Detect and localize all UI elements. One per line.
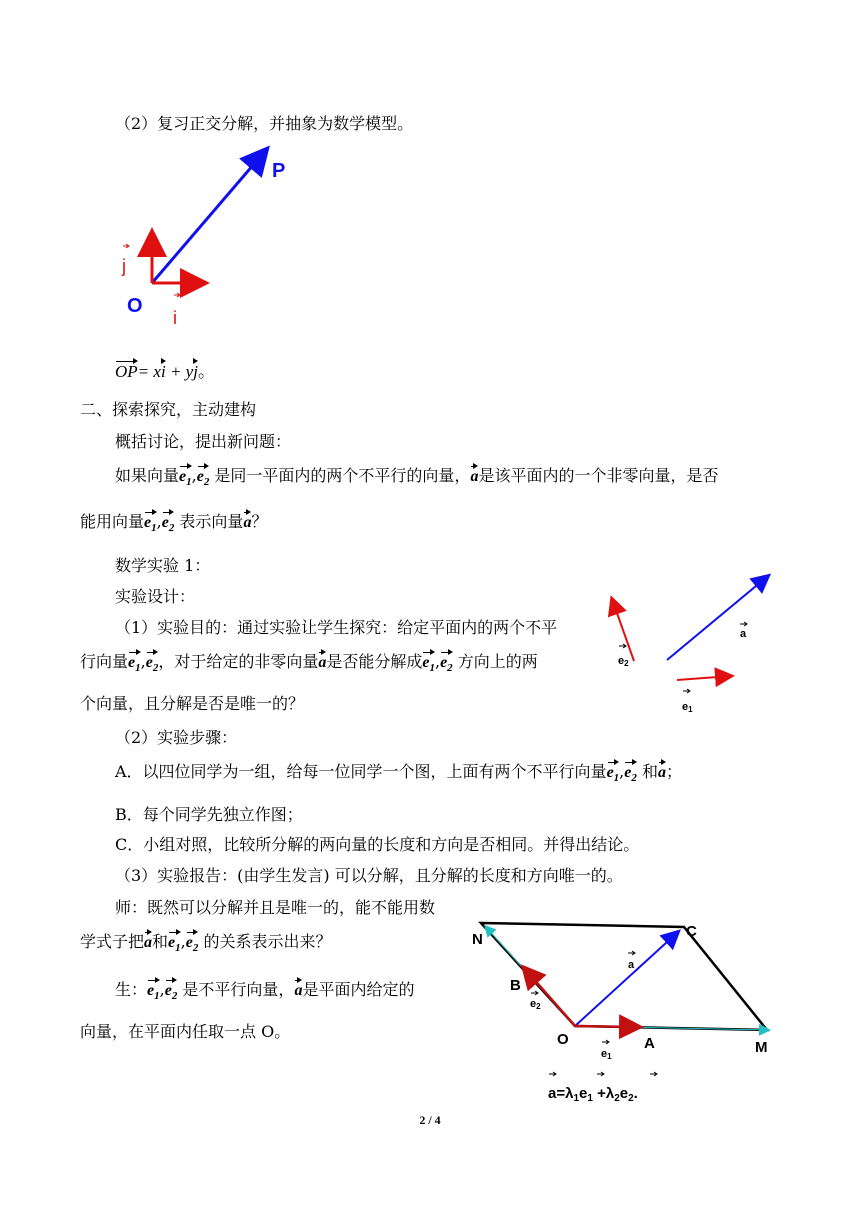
label-e1: e1 — [682, 701, 693, 714]
paragraph: （1）实验目的：通过实验让学生探究：给定平面内的两个不平 — [115, 618, 558, 637]
vector-ob — [524, 968, 575, 1026]
paragraph: 生：$e_1,e_2$ 是不平行向量，a是平面内给定的 — [115, 974, 414, 1007]
label-o: O — [557, 1031, 569, 1048]
label-p: P — [272, 160, 286, 182]
label-a: a — [740, 628, 747, 640]
paragraph: 向量，在平面内任取一点 O。 — [80, 1022, 291, 1041]
paragraph: 个向量，且分解是否是唯一的？ — [80, 694, 305, 713]
section-heading: 二、探索探究，主动建构 — [80, 400, 257, 419]
label-vec-a: a — [628, 959, 635, 971]
label-a-point: A — [644, 1035, 655, 1052]
label-m: M — [755, 1039, 768, 1056]
formula-decomposition: $a=\lambda_1e_1 +\lambda_2e_2$. — [548, 1085, 638, 1104]
vector-oc — [575, 932, 678, 1026]
paragraph: 学式子把a和$e_1,e_2$ 的关系表示出来？ — [80, 926, 331, 959]
label-n: N — [472, 931, 483, 948]
vector-op — [152, 150, 266, 283]
page-number: 2 / 4 — [419, 1113, 441, 1127]
paragraph: B．每个同学先独立作图； — [115, 805, 303, 824]
vector-e2 — [612, 599, 634, 661]
paragraph: 概括讨论，提出新问题： — [115, 432, 292, 451]
paragraph: 行向量$e_1,e_2$，对于给定的非零向量a是否能分解成$e_1,e_2$ 方向上的两 — [80, 646, 538, 679]
label-o: O — [127, 295, 143, 317]
label-c: C — [686, 923, 697, 940]
paragraph: C．小组对照，比较所分解的两向量的长度和方向是否相同。并得出结论。 — [115, 835, 640, 854]
paragraph: 能用向量$e_1,e_2$ 表示向量a？ — [80, 506, 267, 539]
paragraph: （2）实验步骤： — [115, 728, 238, 747]
label-i: i — [173, 308, 177, 328]
vector-a — [667, 576, 768, 660]
paragraph: A．以四位同学为一组，给每一位同学一个图，上面有两个不平行向量$e_1,e_2$ 和a； — [115, 756, 682, 789]
paragraph: 如果向量$e_1,e_2$ 是同一平面内的两个不平行的向量，a是该平面内的一个非零向量，是否 — [115, 460, 718, 493]
label-vec-e2: e2 — [530, 998, 541, 1011]
label-vec-e1: e1 — [601, 1048, 612, 1061]
figure-experiment-vectors — [600, 565, 790, 725]
vector-oa — [575, 1026, 639, 1027]
paragraph: 实验设计： — [115, 587, 196, 606]
section-subtitle: （2）复习正交分解，并抽象为数学模型。 — [115, 114, 414, 133]
label-j: j — [122, 256, 126, 276]
paragraph: （3）实验报告：(由学生发言) 可以分解，且分解的长度和方向唯一的。 — [115, 866, 623, 885]
parallelogram — [481, 923, 767, 1030]
figure-parallelogram — [460, 910, 800, 1110]
label-b: B — [510, 977, 521, 994]
equation-op: OP= xi + yj。 — [115, 355, 215, 383]
vector-e1 — [677, 676, 731, 680]
figure-orthogonal-decomposition — [100, 135, 320, 335]
paragraph: 师：既然可以分解并且是唯一的，能不能用数 — [115, 898, 436, 917]
label-e2: e2 — [618, 655, 629, 668]
paragraph: 数学实验 1： — [115, 556, 211, 575]
